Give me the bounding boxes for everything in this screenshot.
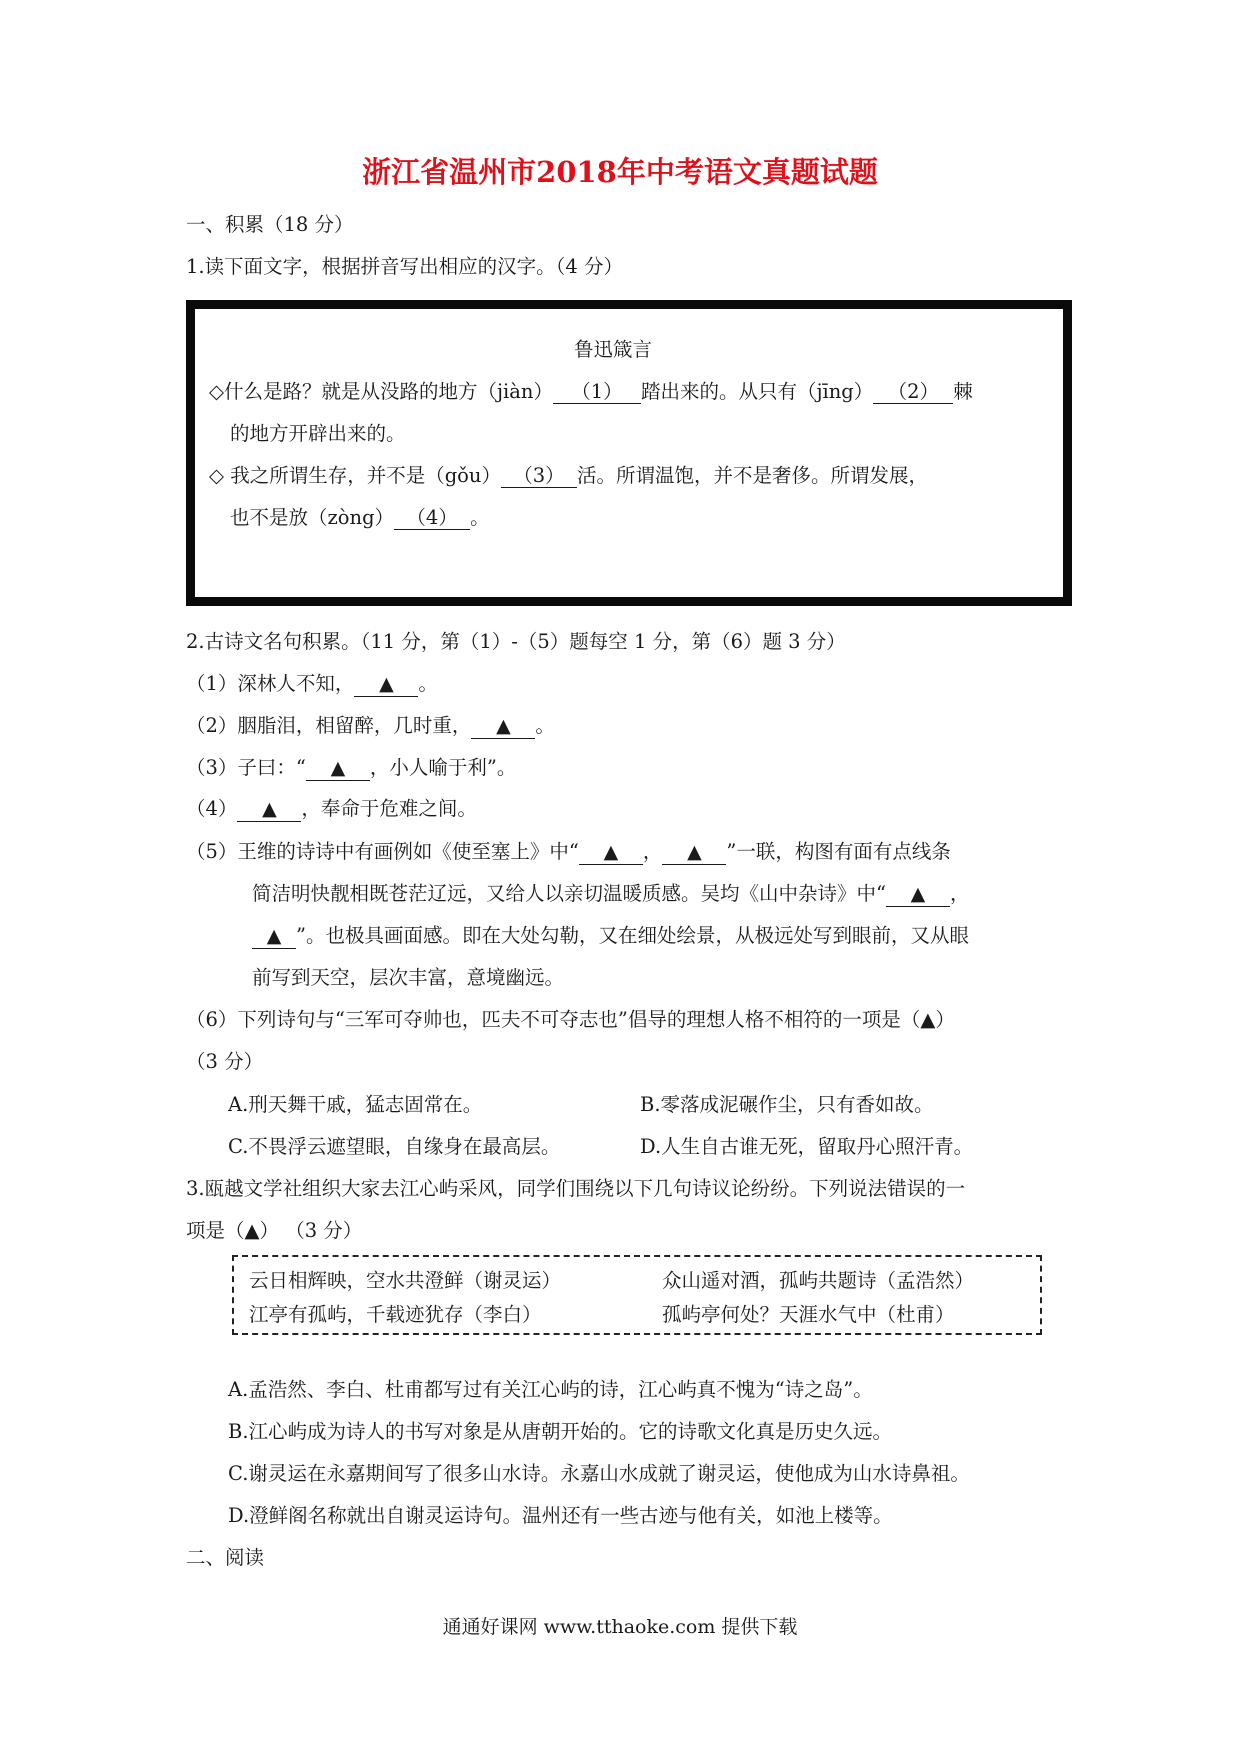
item-text: ”。也极具画面感。即在大处勾勒，又在细处绘景，从极远处写到眼前，又从眼	[296, 924, 969, 947]
item-text: ，	[949, 882, 970, 905]
q2-item-5-line-4: 前写到天空，层次丰富，意境幽远。	[252, 966, 565, 989]
q2-item-6-line-1: （6）下列诗句与“三军可夺帅也，匹夫不可夺志也”倡导的理想人格不相符的一项是（▲）	[186, 1008, 955, 1031]
quote-line-2: 的地方开辟出来的。	[230, 422, 406, 445]
q3-option-d[interactable]: D.澄鲜阁名称就出自谢灵运诗句。温州还有一些古迹与他有关，如池上楼等。	[228, 1504, 893, 1527]
q2-item-5-line-3	[252, 920, 969, 949]
quote-text: 踏出来的。从只有（jīng）	[640, 380, 874, 403]
section-heading-1: 一、积累（18 分）	[186, 213, 354, 236]
item-text: 。	[418, 672, 438, 695]
quote-line-1	[209, 376, 973, 404]
item-text: （3）子曰：“	[186, 756, 306, 779]
answer-blank[interactable]: ▲	[306, 758, 370, 781]
answer-blank-3[interactable]: （3）	[501, 465, 577, 488]
poem-line: 孤屿亭何处？天涯水气中（杜甫）	[662, 1303, 955, 1326]
answer-blank-1[interactable]: （1）	[553, 381, 641, 404]
quote-text: 。	[470, 506, 490, 529]
quote-line-4	[230, 502, 490, 530]
page-footer: 通通好课网 www.tthaoke.com 提供下载	[442, 1616, 798, 1638]
item-text: ，	[642, 840, 663, 863]
answer-blank[interactable]: ▲	[354, 674, 418, 697]
q2-item-1	[186, 668, 438, 697]
page-title: 浙江省温州市2018年中考语文真题试题	[362, 155, 878, 189]
question-1-stem: 1.读下面文字，根据拼音写出相应的汉字。（4 分）	[186, 255, 623, 278]
q2-item-6-line-2: （3 分）	[186, 1050, 264, 1073]
item-text: （4）	[186, 797, 238, 820]
answer-blank-4[interactable]: （4）	[394, 507, 470, 530]
q2-option-c[interactable]: C.不畏浮云遮望眼，自缘身在最高层。	[228, 1135, 561, 1158]
q2-item-5-line-1	[186, 836, 951, 865]
quote-line-3	[209, 460, 928, 488]
answer-blank[interactable]: ▲	[579, 842, 643, 865]
item-text: 。	[535, 714, 555, 737]
answer-blank-2[interactable]: （2）	[873, 381, 953, 404]
quote-text: ◇ 我之所谓生存，并不是（gǒu）	[209, 464, 501, 487]
q2-item-4	[186, 793, 477, 822]
answer-blank[interactable]: ▲	[237, 799, 301, 822]
answer-blank[interactable]: ▲	[471, 716, 535, 739]
poem-line: 江亭有孤屿，千载迹犹存（李白）	[249, 1303, 542, 1326]
item-text: （1）深林人不知，	[186, 672, 355, 695]
section-heading-2: 二、阅读	[186, 1546, 265, 1569]
question-3-stem-line-1: 3.瓯越文学社组织大家去江心屿采风，同学们围绕以下几句诗议论纷纷。下列说法错误的一	[186, 1177, 966, 1200]
q3-option-a[interactable]: A.孟浩然、李白、杜甫都写过有关江心屿的诗，江心屿真不愧为“诗之岛”。	[228, 1378, 873, 1401]
q2-item-3	[186, 752, 516, 781]
item-text: （2）胭脂泪，相留醉，几时重，	[186, 714, 472, 737]
q3-option-b[interactable]: B.江心屿成为诗人的书写对象是从唐朝开始的。它的诗歌文化真是历史久远。	[228, 1420, 893, 1443]
item-text: ”一联，构图有面有点线条	[726, 840, 951, 863]
q2-option-b[interactable]: B.零落成泥碾作尘，只有香如故。	[640, 1093, 934, 1116]
quote-box-title: 鲁迅箴言	[574, 338, 653, 361]
answer-blank[interactable]: ▲	[252, 926, 296, 949]
poem-line: 云日相辉映，空水共澄鲜（谢灵运）	[249, 1269, 562, 1292]
q2-item-2	[186, 710, 555, 739]
poem-line: 众山遥对酒，孤屿共题诗（孟浩然）	[662, 1269, 975, 1292]
item-text: ，小人喻于利”。	[369, 756, 517, 779]
answer-blank[interactable]: ▲	[662, 842, 726, 865]
q2-item-5-line-2	[252, 878, 970, 907]
q3-option-c[interactable]: C.谢灵运在永嘉期间写了很多山水诗。永嘉山水成就了谢灵运，使他成为山水诗鼻祖。	[228, 1462, 970, 1485]
item-text: ，奉命于危难之间。	[301, 797, 477, 820]
item-text: （5）王维的诗诗中有画例如《使至塞上》中“	[186, 840, 579, 863]
quote-text: 活。所谓温饱，并不是奢侈。所谓发展，	[576, 464, 928, 487]
question-2-stem: 2.古诗文名句积累。（11 分，第（1）-（5）题每空 1 分，第（6）题 3 分）	[186, 630, 846, 653]
quote-text: 棘	[953, 380, 973, 403]
answer-blank[interactable]: ▲	[886, 884, 950, 907]
quote-text: 也不是放（zòng）	[230, 506, 395, 529]
q2-option-a[interactable]: A.刑天舞干戚，猛志固常在。	[228, 1093, 483, 1116]
question-3-stem-line-2: 项是（▲） （3 分）	[186, 1219, 363, 1242]
quote-text: ◇什么是路？就是从没路的地方（jiàn）	[209, 380, 553, 403]
q2-option-d[interactable]: D.人生自古谁无死，留取丹心照汗青。	[640, 1135, 974, 1158]
item-text: 简洁明快靓相既苍茫辽远，又给人以亲切温暖质感。吴均《山中杂诗》中“	[252, 882, 886, 905]
